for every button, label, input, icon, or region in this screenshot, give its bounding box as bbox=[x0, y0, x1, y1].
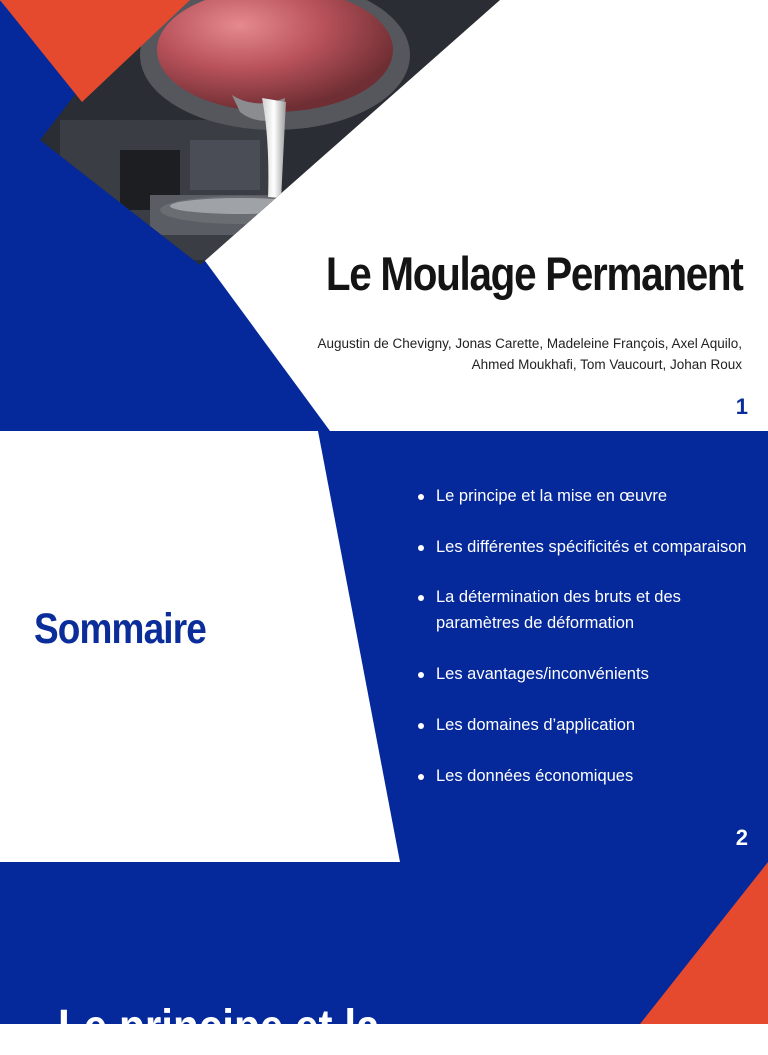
list-item-text: Les avantages/inconvénients bbox=[436, 665, 649, 683]
presentation-title: Le Moulage Permanent bbox=[325, 247, 742, 300]
list-item bbox=[418, 483, 748, 509]
page-number: 1 bbox=[735, 394, 748, 419]
list-item-text: Les domaines d’application bbox=[436, 716, 636, 734]
list-item-text: Les données économiques bbox=[436, 767, 634, 785]
list-item bbox=[418, 763, 748, 789]
summary-title: Sommaire bbox=[34, 605, 206, 653]
bullet-icon bbox=[418, 545, 424, 551]
list-item bbox=[418, 661, 748, 687]
bullet-icon bbox=[418, 672, 424, 678]
authors-list: Augustin de Chevigny, Jonas Carette, Madeleine François, Axel Aquilo, Ahmed Moukhafi, Tom Vaucourt, Johan Roux bbox=[317, 336, 742, 372]
section-title: Le principe et la bbox=[58, 1001, 380, 1054]
bullet-icon bbox=[418, 723, 424, 729]
list-item bbox=[418, 534, 748, 560]
orange-accent bbox=[640, 862, 768, 1024]
bullet-icon bbox=[418, 494, 424, 500]
slide-title bbox=[0, 0, 768, 431]
bullet-icon bbox=[418, 595, 424, 601]
list-item-text: La détermination des bruts et des paramètres de déformation bbox=[436, 588, 681, 632]
list-item-text: Le principe et la mise en œuvre bbox=[436, 487, 668, 505]
list-item bbox=[418, 712, 748, 738]
summary-list bbox=[418, 483, 748, 789]
slide-summary bbox=[0, 431, 768, 862]
slide-principle bbox=[0, 862, 768, 1054]
page-number: 2 bbox=[735, 825, 748, 850]
list-item bbox=[418, 584, 748, 636]
list-item-text: Les différentes spécificités et comparaison bbox=[436, 538, 747, 556]
bullet-icon bbox=[418, 774, 424, 780]
